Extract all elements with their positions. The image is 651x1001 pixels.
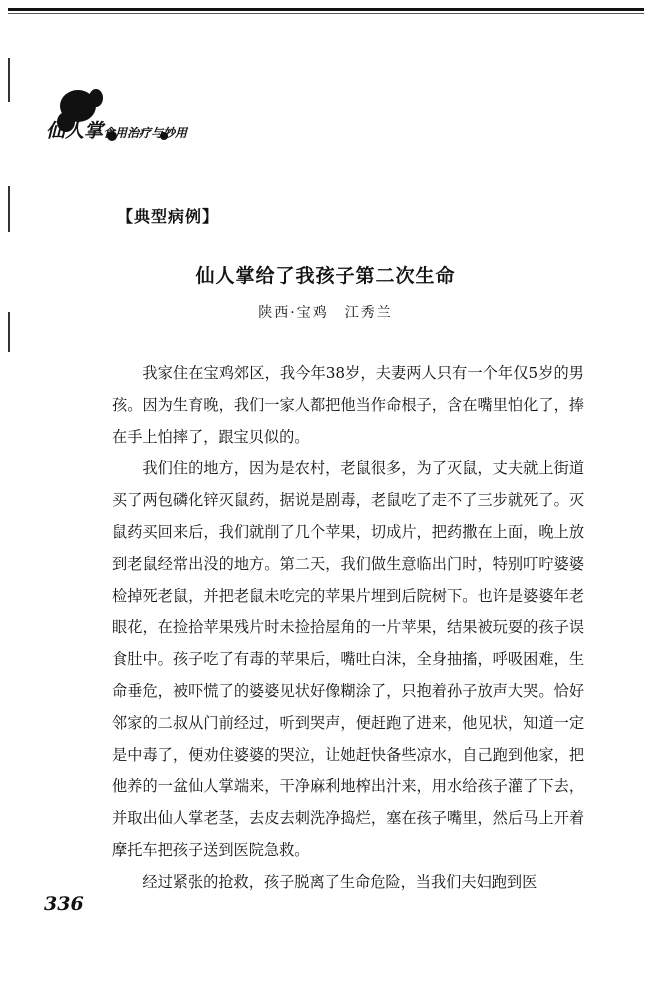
paragraph: 我家住在宝鸡郊区，我今年38岁，夫妻两人只有一个年仅5岁的男孩。因为生育晚，我们一家人都把他当作命根子，含在嘴里怕化了，捧在手上怕摔了，跟宝贝似的。 xyxy=(112,364,584,446)
paragraph: 经过紧张的抢救，孩子脱离了生命危险，当我们夫妇跑到医 xyxy=(142,872,538,891)
article-body xyxy=(112,358,584,899)
logo-subtitle: 食用治疗与妙用 xyxy=(103,126,188,140)
article-title: 仙人掌给了我孩子第二次生命 xyxy=(195,265,456,287)
paragraph: 我们住的地方，因为是农村，老鼠很多，为了灭鼠，丈夫就上街道买了两包磷化锌灭鼠药，据说是剧毒，老鼠吃了走不了三步就死了。灭鼠药买回来后，我们就削了几个苹果，切成片，把药撒在上面，晚上放到老鼠经常出没的地方。第二天，我们做生意临出门时，特别叮咛婆婆检掉死老鼠，并把老鼠未吃完的苹果片埋到后院树下。也许是婆婆年老眼花，在捡拾苹果残片时未捡拾屋角的一片苹果，结果被玩耍的孩子误食肚中。孩子吃了有毒的苹果后，嘴吐白沫，全身抽搐，呼吸困难，生命垂危，被吓慌了的婆婆见状好像糊涂了，只抱着孙子放声大哭。恰好邻家的二叔从门前经过，听到哭声，便赶跑了进来，他见状，知道一定是中毒了，便劝住婆婆的哭泣，让她赶快备些凉水，自己跑到他家，把他养的一盆仙人掌端来，干净麻利地榨出汁来，用水给孩子灌了下去，并取出仙人掌老茎，去皮去刺洗净捣烂，塞在孩子嘴里，然后马上开着摩托车把孩子送到医院急救。 xyxy=(112,459,584,859)
top-rule xyxy=(8,8,644,11)
header-logo xyxy=(44,86,214,152)
page-number: 336 xyxy=(44,893,84,915)
logo-text xyxy=(46,116,187,143)
top-rule-thin xyxy=(8,13,644,14)
logo-title: 仙人掌 xyxy=(46,120,104,142)
margin-mark xyxy=(8,58,10,102)
margin-mark xyxy=(8,186,10,232)
section-tag: 【典型病例】 xyxy=(117,207,220,226)
article-byline: 陕西·宝鸡 江秀兰 xyxy=(258,305,393,321)
